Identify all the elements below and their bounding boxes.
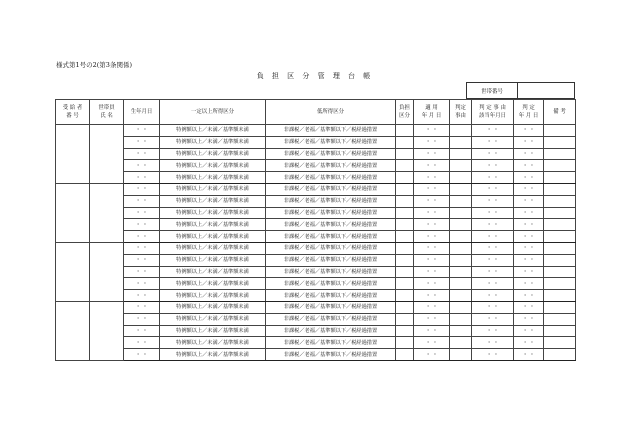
income-class-cell[interactable]: 特例額以上／未満／基準額未満: [160, 125, 266, 137]
judgement-date-cell[interactable]: ・ ・: [514, 172, 544, 184]
form-number: 様式第1号の2(第3条関係): [56, 61, 132, 69]
birth-date-cell[interactable]: ・ ・: [124, 349, 160, 361]
birth-date-cell[interactable]: ・ ・: [124, 254, 160, 266]
judgement-date-cell[interactable]: ・ ・: [514, 125, 544, 137]
reason-date-cell[interactable]: ・ ・: [472, 242, 514, 254]
judgement-reason-cell[interactable]: [450, 172, 472, 184]
income-class-cell[interactable]: 特例額以上／未満／基準額未満: [160, 349, 266, 361]
judgement-reason-cell[interactable]: [450, 160, 472, 172]
judgement-reason-cell[interactable]: [450, 242, 472, 254]
burden-class-cell[interactable]: [396, 254, 414, 266]
low-income-class-cell[interactable]: 非課税／老福／基準額以下／税経過措置: [266, 207, 396, 219]
applied-date-cell[interactable]: ・ ・: [414, 136, 450, 148]
income-class-cell[interactable]: 特例額以上／未満／基準額未満: [160, 195, 266, 207]
applied-date-cell[interactable]: ・ ・: [414, 125, 450, 137]
low-income-class-cell[interactable]: 非課税／老福／基準額以下／税経過措置: [266, 266, 396, 278]
judgement-reason-cell[interactable]: [450, 148, 472, 160]
low-income-class-cell[interactable]: 非課税／老福／基準額以下／税経過措置: [266, 136, 396, 148]
member-name-cell[interactable]: [90, 242, 124, 301]
remarks-cell[interactable]: [544, 160, 576, 172]
reason-date-cell[interactable]: ・ ・: [472, 337, 514, 349]
burden-class-cell[interactable]: [396, 337, 414, 349]
income-class-cell[interactable]: 特例額以上／未満／基準額未満: [160, 337, 266, 349]
judgement-reason-cell[interactable]: [450, 290, 472, 302]
applied-date-cell[interactable]: ・ ・: [414, 148, 450, 160]
judgement-reason-cell[interactable]: [450, 195, 472, 207]
reason-date-cell[interactable]: ・ ・: [472, 301, 514, 313]
burden-class-cell[interactable]: [396, 349, 414, 361]
remarks-cell[interactable]: [544, 125, 576, 137]
col-remarks: 備 考: [544, 100, 576, 125]
col-member-name: 世帯員 氏 名: [90, 100, 124, 125]
applied-date-cell[interactable]: ・ ・: [414, 254, 450, 266]
col-low-income-class: 低所得区分: [266, 100, 396, 125]
reason-date-cell[interactable]: ・ ・: [472, 160, 514, 172]
birth-date-cell[interactable]: ・ ・: [124, 337, 160, 349]
remarks-cell[interactable]: [544, 136, 576, 148]
ledger-row: [56, 136, 576, 148]
ledger-row: [56, 290, 576, 302]
income-class-cell[interactable]: 特例額以上／未満／基準額未満: [160, 242, 266, 254]
col-birth-date: 生年月日: [124, 100, 160, 125]
burden-class-cell[interactable]: [396, 266, 414, 278]
applied-date-cell[interactable]: ・ ・: [414, 349, 450, 361]
low-income-class-cell[interactable]: 非課税／老福／基準額以下／税経過措置: [266, 148, 396, 160]
applied-date-cell[interactable]: ・ ・: [414, 195, 450, 207]
applied-date-cell[interactable]: ・ ・: [414, 207, 450, 219]
burden-class-cell[interactable]: [396, 195, 414, 207]
judgement-reason-cell[interactable]: [450, 349, 472, 361]
income-class-cell[interactable]: 特例額以上／未満／基準額未満: [160, 301, 266, 313]
low-income-class-cell[interactable]: 非課税／老福／基準額以下／税経過措置: [266, 160, 396, 172]
col-burden-class: 負担 区分: [396, 100, 414, 125]
birth-date-cell[interactable]: ・ ・: [124, 172, 160, 184]
burden-class-cell[interactable]: [396, 136, 414, 148]
judgement-reason-cell[interactable]: [450, 266, 472, 278]
col-recipient-number: 受 給 者 番 号: [56, 100, 90, 125]
low-income-class-cell[interactable]: 非課税／老福／基準額以下／税経過措置: [266, 125, 396, 137]
ledger-row: [56, 337, 576, 349]
reason-date-cell[interactable]: ・ ・: [472, 207, 514, 219]
burden-class-cell[interactable]: [396, 183, 414, 195]
reason-date-cell[interactable]: ・ ・: [472, 219, 514, 231]
reason-date-cell[interactable]: ・ ・: [472, 125, 514, 137]
remarks-cell[interactable]: [544, 242, 576, 254]
burden-classification-ledger: [55, 99, 576, 361]
burden-class-cell[interactable]: [396, 231, 414, 243]
remarks-cell[interactable]: [544, 231, 576, 243]
household-number-label: 世帯番号: [467, 83, 518, 98]
judgement-date-cell[interactable]: ・ ・: [514, 148, 544, 160]
judgement-date-cell[interactable]: ・ ・: [514, 242, 544, 254]
low-income-class-cell[interactable]: 非課税／老福／基準額以下／税経過措置: [266, 183, 396, 195]
low-income-class-cell[interactable]: 非課税／老福／基準額以下／税経過措置: [266, 349, 396, 361]
judgement-date-cell[interactable]: ・ ・: [514, 278, 544, 290]
burden-class-cell[interactable]: [396, 172, 414, 184]
page-title: 負 担 区 分 管 理 台 帳: [256, 72, 374, 80]
birth-date-cell[interactable]: ・ ・: [124, 278, 160, 290]
low-income-class-cell[interactable]: 非課税／老福／基準額以下／税経過措置: [266, 325, 396, 337]
burden-class-cell[interactable]: [396, 160, 414, 172]
reason-date-cell[interactable]: ・ ・: [472, 136, 514, 148]
judgement-reason-cell[interactable]: [450, 125, 472, 137]
ledger-row: [56, 207, 576, 219]
applied-date-cell[interactable]: ・ ・: [414, 219, 450, 231]
low-income-class-cell[interactable]: 非課税／老福／基準額以下／税経過措置: [266, 242, 396, 254]
ledger-row: [56, 183, 576, 195]
judgement-date-cell[interactable]: ・ ・: [514, 183, 544, 195]
low-income-class-cell[interactable]: 非課税／老福／基準額以下／税経過措置: [266, 290, 396, 302]
applied-date-cell[interactable]: ・ ・: [414, 290, 450, 302]
burden-class-cell[interactable]: [396, 242, 414, 254]
reason-date-cell[interactable]: ・ ・: [472, 172, 514, 184]
judgement-reason-cell[interactable]: [450, 207, 472, 219]
remarks-cell[interactable]: [544, 195, 576, 207]
judgement-reason-cell[interactable]: [450, 219, 472, 231]
reason-date-cell[interactable]: ・ ・: [472, 313, 514, 325]
judgement-date-cell[interactable]: ・ ・: [514, 349, 544, 361]
income-class-cell[interactable]: 特例額以上／未満／基準額未満: [160, 231, 266, 243]
applied-date-cell[interactable]: ・ ・: [414, 337, 450, 349]
low-income-class-cell[interactable]: 非課税／老福／基準額以下／税経過措置: [266, 231, 396, 243]
reason-date-cell[interactable]: ・ ・: [472, 183, 514, 195]
remarks-cell[interactable]: [544, 266, 576, 278]
ledger-body: [56, 125, 576, 361]
judgement-reason-cell[interactable]: [450, 231, 472, 243]
judgement-date-cell[interactable]: ・ ・: [514, 313, 544, 325]
judgement-date-cell[interactable]: ・ ・: [514, 290, 544, 302]
ledger-row: [56, 278, 576, 290]
remarks-cell[interactable]: [544, 219, 576, 231]
reason-date-cell[interactable]: ・ ・: [472, 278, 514, 290]
recipient-number-cell[interactable]: [56, 183, 90, 242]
judgement-date-cell[interactable]: ・ ・: [514, 231, 544, 243]
burden-class-cell[interactable]: [396, 301, 414, 313]
judgement-date-cell[interactable]: ・ ・: [514, 266, 544, 278]
ledger-row: [56, 242, 576, 254]
birth-date-cell[interactable]: ・ ・: [124, 219, 160, 231]
remarks-cell[interactable]: [544, 313, 576, 325]
birth-date-cell[interactable]: ・ ・: [124, 136, 160, 148]
col-reason-date: 判 定 事 由 該当年月日: [472, 100, 514, 125]
recipient-number-cell[interactable]: [56, 242, 90, 301]
judgement-date-cell[interactable]: ・ ・: [514, 254, 544, 266]
low-income-class-cell[interactable]: 非課税／老福／基準額以下／税経過措置: [266, 254, 396, 266]
remarks-cell[interactable]: [544, 325, 576, 337]
birth-date-cell[interactable]: ・ ・: [124, 160, 160, 172]
applied-date-cell[interactable]: ・ ・: [414, 160, 450, 172]
burden-class-cell[interactable]: [396, 313, 414, 325]
birth-date-cell[interactable]: ・ ・: [124, 207, 160, 219]
reason-date-cell[interactable]: ・ ・: [472, 266, 514, 278]
income-class-cell[interactable]: 特例額以上／未満／基準額未満: [160, 183, 266, 195]
birth-date-cell[interactable]: ・ ・: [124, 148, 160, 160]
col-applied-date: 適 用 年 月 日: [414, 100, 450, 125]
ledger-row: [56, 254, 576, 266]
judgement-reason-cell[interactable]: [450, 278, 472, 290]
judgement-date-cell[interactable]: ・ ・: [514, 219, 544, 231]
remarks-cell[interactable]: [544, 183, 576, 195]
birth-date-cell[interactable]: ・ ・: [124, 125, 160, 137]
remarks-cell[interactable]: [544, 207, 576, 219]
judgement-reason-cell[interactable]: [450, 183, 472, 195]
judgement-reason-cell[interactable]: [450, 254, 472, 266]
reason-date-cell[interactable]: ・ ・: [472, 231, 514, 243]
birth-date-cell[interactable]: ・ ・: [124, 266, 160, 278]
ledger-row: [56, 266, 576, 278]
applied-date-cell[interactable]: ・ ・: [414, 266, 450, 278]
applied-date-cell[interactable]: ・ ・: [414, 172, 450, 184]
judgement-reason-cell[interactable]: [450, 301, 472, 313]
recipient-number-cell[interactable]: [56, 125, 90, 184]
income-class-cell[interactable]: 特例額以上／未満／基準額未満: [160, 148, 266, 160]
judgement-date-cell[interactable]: ・ ・: [514, 207, 544, 219]
judgement-date-cell[interactable]: ・ ・: [514, 337, 544, 349]
low-income-class-cell[interactable]: 非課税／老福／基準額以下／税経過措置: [266, 219, 396, 231]
ledger-row: [56, 160, 576, 172]
low-income-class-cell[interactable]: 非課税／老福／基準額以下／税経過措置: [266, 195, 396, 207]
judgement-date-cell[interactable]: ・ ・: [514, 195, 544, 207]
ledger-row: [56, 125, 576, 137]
burden-class-cell[interactable]: [396, 325, 414, 337]
low-income-class-cell[interactable]: 非課税／老福／基準額以下／税経過措置: [266, 301, 396, 313]
reason-date-cell[interactable]: ・ ・: [472, 148, 514, 160]
income-class-cell[interactable]: 特例額以上／未満／基準額未満: [160, 172, 266, 184]
ledger-row: [56, 231, 576, 243]
income-class-cell[interactable]: 特例額以上／未満／基準額未満: [160, 313, 266, 325]
birth-date-cell[interactable]: ・ ・: [124, 183, 160, 195]
income-class-cell[interactable]: 特例額以上／未満／基準額未満: [160, 136, 266, 148]
member-name-cell[interactable]: [90, 301, 124, 360]
ledger-row: [56, 219, 576, 231]
burden-class-cell[interactable]: [396, 148, 414, 160]
applied-date-cell[interactable]: ・ ・: [414, 231, 450, 243]
burden-class-cell[interactable]: [396, 278, 414, 290]
ledger-row: [56, 301, 576, 313]
remarks-cell[interactable]: [544, 301, 576, 313]
income-class-cell[interactable]: 特例額以上／未満／基準額未満: [160, 160, 266, 172]
burden-class-cell[interactable]: [396, 219, 414, 231]
judgement-reason-cell[interactable]: [450, 136, 472, 148]
low-income-class-cell[interactable]: 非課税／老福／基準額以下／税経過措置: [266, 337, 396, 349]
ledger-row: [56, 172, 576, 184]
remarks-cell[interactable]: [544, 290, 576, 302]
low-income-class-cell[interactable]: 非課税／老福／基準額以下／税経過措置: [266, 172, 396, 184]
judgement-date-cell[interactable]: ・ ・: [514, 136, 544, 148]
income-class-cell[interactable]: 特例額以上／未満／基準額未満: [160, 278, 266, 290]
birth-date-cell[interactable]: ・ ・: [124, 301, 160, 313]
applied-date-cell[interactable]: ・ ・: [414, 325, 450, 337]
applied-date-cell[interactable]: ・ ・: [414, 242, 450, 254]
judgement-date-cell[interactable]: ・ ・: [514, 325, 544, 337]
birth-date-cell[interactable]: ・ ・: [124, 242, 160, 254]
ledger-row: [56, 349, 576, 361]
low-income-class-cell[interactable]: 非課税／老福／基準額以下／税経過措置: [266, 313, 396, 325]
remarks-cell[interactable]: [544, 278, 576, 290]
judgement-reason-cell[interactable]: [450, 325, 472, 337]
applied-date-cell[interactable]: ・ ・: [414, 183, 450, 195]
col-judgement-date: 判 定 年 月 日: [514, 100, 544, 125]
reason-date-cell[interactable]: ・ ・: [472, 290, 514, 302]
remarks-cell[interactable]: [544, 172, 576, 184]
applied-date-cell[interactable]: ・ ・: [414, 301, 450, 313]
income-class-cell[interactable]: 特例額以上／未満／基準額未満: [160, 325, 266, 337]
judgement-reason-cell[interactable]: [450, 313, 472, 325]
income-class-cell[interactable]: 特例額以上／未満／基準額未満: [160, 219, 266, 231]
remarks-cell[interactable]: [544, 337, 576, 349]
ledger-row: [56, 195, 576, 207]
birth-date-cell[interactable]: ・ ・: [124, 313, 160, 325]
judgement-reason-cell[interactable]: [450, 337, 472, 349]
income-class-cell[interactable]: 特例額以上／未満／基準額未満: [160, 266, 266, 278]
remarks-cell[interactable]: [544, 349, 576, 361]
col-income-class: 一定以上所得区分: [160, 100, 266, 125]
income-class-cell[interactable]: 特例額以上／未満／基準額未満: [160, 290, 266, 302]
header-row: [56, 100, 576, 125]
birth-date-cell[interactable]: ・ ・: [124, 231, 160, 243]
burden-class-cell[interactable]: [396, 290, 414, 302]
recipient-number-cell[interactable]: [56, 301, 90, 360]
member-name-cell[interactable]: [90, 125, 124, 184]
applied-date-cell[interactable]: ・ ・: [414, 313, 450, 325]
judgement-date-cell[interactable]: ・ ・: [514, 160, 544, 172]
burden-class-cell[interactable]: [396, 207, 414, 219]
birth-date-cell[interactable]: ・ ・: [124, 325, 160, 337]
ledger-row: [56, 148, 576, 160]
income-class-cell[interactable]: 特例額以上／未満／基準額未満: [160, 254, 266, 266]
member-name-cell[interactable]: [90, 183, 124, 242]
ledger-row: [56, 325, 576, 337]
household-number-field[interactable]: [518, 83, 574, 98]
judgement-date-cell[interactable]: ・ ・: [514, 301, 544, 313]
income-class-cell[interactable]: 特例額以上／未満／基準額未満: [160, 207, 266, 219]
ledger-row: [56, 313, 576, 325]
birth-date-cell[interactable]: ・ ・: [124, 290, 160, 302]
low-income-class-cell[interactable]: 非課税／老福／基準額以下／税経過措置: [266, 278, 396, 290]
reason-date-cell[interactable]: ・ ・: [472, 254, 514, 266]
remarks-cell[interactable]: [544, 148, 576, 160]
reason-date-cell[interactable]: ・ ・: [472, 325, 514, 337]
household-number-box: [466, 82, 575, 99]
burden-class-cell[interactable]: [396, 125, 414, 137]
applied-date-cell[interactable]: ・ ・: [414, 278, 450, 290]
reason-date-cell[interactable]: ・ ・: [472, 195, 514, 207]
reason-date-cell[interactable]: ・ ・: [472, 349, 514, 361]
remarks-cell[interactable]: [544, 254, 576, 266]
col-judgement-reason: 判定 事由: [450, 100, 472, 125]
birth-date-cell[interactable]: ・ ・: [124, 195, 160, 207]
